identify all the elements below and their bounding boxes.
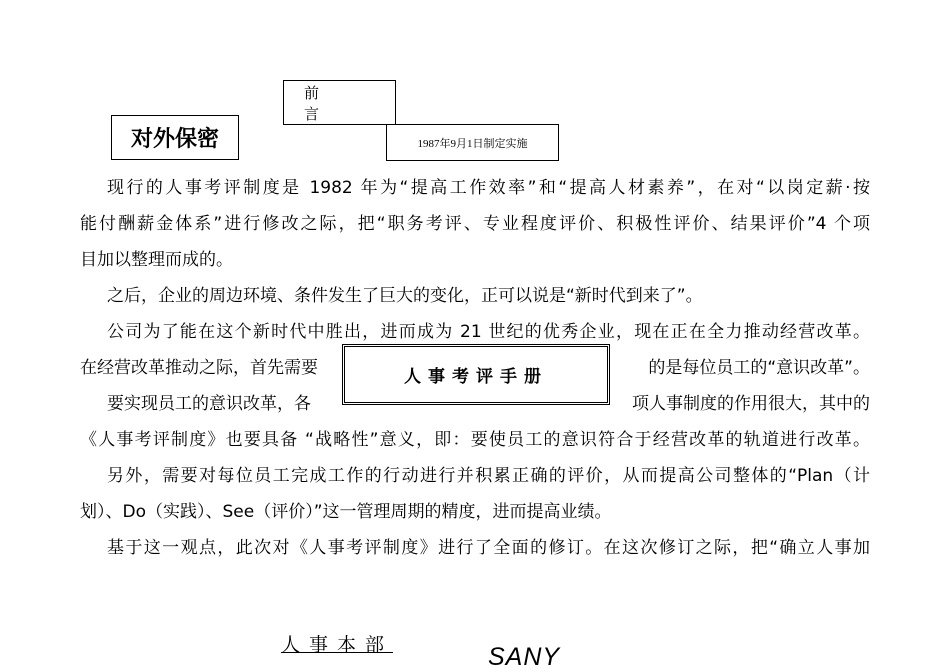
body-line-right: 的是每位员工的“意识改革”。	[648, 358, 870, 378]
body-line: 另外，需要对每位员工完成工作的行动进行并积累正确的评价，从而提高公司整体的“Plan（计	[107, 466, 870, 486]
department-signature: 人事本部	[281, 634, 394, 656]
body-line: 现行的人事考评制度是 1982 年为“提高工作效率”和“提高人材素养”，在对“以岗定薪·按	[107, 178, 870, 198]
body-line-right: 项人事制度的作用很大，其中的	[632, 394, 870, 414]
handbook-title-box: 人事考评手册	[342, 344, 610, 405]
confidential-label: 对外保密	[111, 115, 239, 160]
body-line-left: 要实现员工的意识改革，各	[107, 394, 311, 414]
body-line: 能付酬薪金体系”进行修改之际，把“职务考评、专业程度评价、积极性评价、结果评价”4 个项	[80, 214, 870, 234]
body-line: 基于这一观点，此次对《人事考评制度》进行了全面的修订。在这次修订之际，把“确立人事加	[107, 538, 870, 558]
body-line: 之后，企业的周边环境、条件发生了巨大的变化，正可以说是“新时代到来了”。	[107, 286, 703, 306]
body-line-left: 在经营改革推动之际，首先需要	[80, 358, 318, 378]
sany-logo: SANY	[488, 643, 561, 671]
body-line: 公司为了能在这个新时代中胜出，进而成为 21 世纪的优秀企业，现在正在全力推动经营改革。	[107, 322, 870, 342]
body-line: 目加以整理而成的。	[80, 250, 233, 270]
preface-title: 前 言	[283, 80, 396, 125]
effective-date: 1987年9月1日制定实施	[386, 124, 559, 161]
body-line: 划）、Do（实践）、See（评价）”这一管理周期的精度，进而提高业绩。	[80, 502, 612, 522]
body-line: 《人事考评制度》也要具备 “战略性”意义，即：要使员工的意识符合于经营改革的轨道进行改革。	[80, 430, 870, 450]
